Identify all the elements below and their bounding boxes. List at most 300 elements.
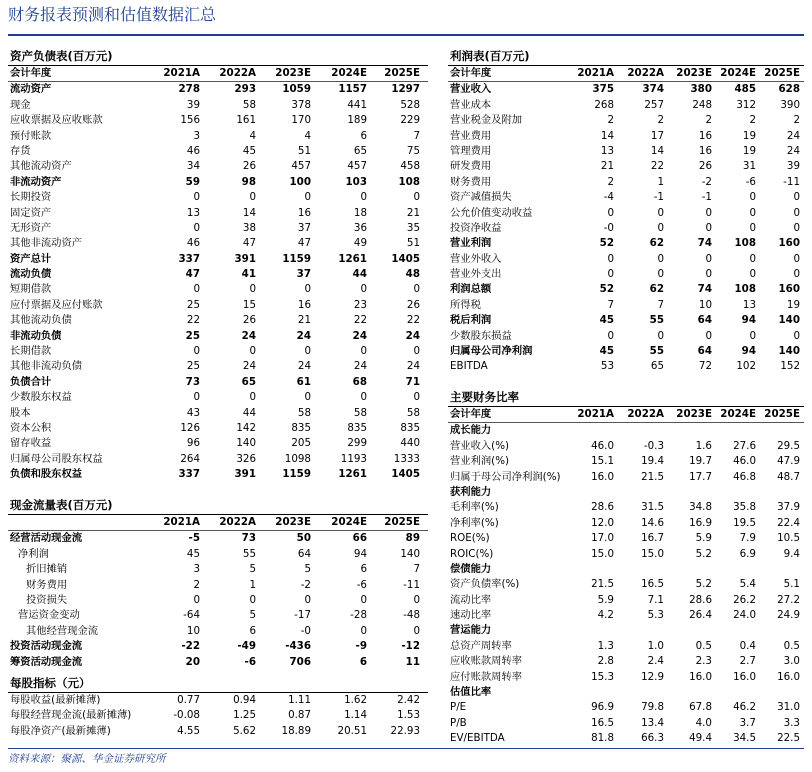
- value-cell: 45: [186, 547, 200, 560]
- value-cell: 7.9: [739, 532, 756, 545]
- row-label: 营业利润: [450, 237, 492, 250]
- value-cell: 41: [241, 268, 256, 281]
- value-cell: -64: [183, 609, 200, 622]
- row-label: 归属于母公司净利润(%): [450, 470, 561, 483]
- year-header: 2024E: [720, 67, 756, 79]
- table-row: [448, 516, 804, 531]
- row-label: EV/EBITDA: [450, 732, 505, 745]
- row-label: 营业外收入: [450, 252, 502, 265]
- value-cell: 17.7: [689, 470, 712, 483]
- row-label: 毛利率(%): [450, 501, 499, 514]
- value-cell: 0: [413, 283, 420, 296]
- table-row: [8, 329, 428, 344]
- value-cell: 16.9: [689, 516, 712, 529]
- value-cell: 485: [734, 83, 756, 96]
- value-cell: 27.2: [777, 593, 800, 606]
- value-cell: 140: [400, 547, 420, 560]
- value-cell: -436: [285, 640, 311, 653]
- value-cell: 72: [698, 360, 712, 373]
- table-row: [8, 578, 428, 593]
- value-cell: 16.0: [591, 470, 614, 483]
- subsection-row: [448, 485, 804, 500]
- value-cell: 16.5: [591, 716, 614, 729]
- column-header-row: [8, 515, 428, 531]
- value-cell: 59: [185, 175, 200, 188]
- value-cell: 55: [242, 547, 256, 560]
- value-cell: 3.0: [783, 655, 800, 668]
- table-row: [448, 670, 804, 685]
- table-row: [8, 639, 428, 654]
- value-cell: 0.5: [783, 639, 800, 652]
- row-label: 应付账款周转率: [450, 670, 523, 683]
- value-cell: 103: [345, 175, 367, 188]
- value-cell: 2.4: [647, 655, 664, 668]
- value-cell: 5.1: [783, 578, 800, 591]
- table-row: [8, 129, 428, 144]
- value-cell: 0: [193, 345, 200, 358]
- value-cell: 24: [405, 329, 420, 342]
- value-cell: 0: [360, 283, 367, 296]
- value-cell: 43: [186, 406, 200, 419]
- value-cell: 27.6: [733, 439, 756, 452]
- table-row: [8, 359, 428, 374]
- value-cell: 1.14: [344, 709, 367, 722]
- row-label: 固定资产: [10, 206, 52, 219]
- year-header: 2025E: [384, 67, 420, 79]
- value-cell: 24: [786, 144, 800, 157]
- subsection-row: [448, 423, 804, 438]
- value-cell: 0: [304, 593, 311, 606]
- table-row: [8, 313, 428, 328]
- table-row: [8, 624, 428, 639]
- value-cell: -6: [244, 655, 256, 668]
- value-cell: 22.93: [390, 724, 420, 737]
- value-cell: 34: [186, 160, 200, 173]
- table-row: [448, 344, 804, 359]
- table-row: [8, 144, 428, 159]
- value-cell: 3: [193, 129, 200, 142]
- value-cell: 21.5: [591, 578, 614, 591]
- value-cell: 5: [249, 609, 256, 622]
- per-share-section: [8, 675, 428, 739]
- value-cell: 55: [649, 314, 664, 327]
- value-cell: 16: [698, 144, 712, 157]
- value-cell: 21.5: [641, 470, 664, 483]
- value-cell: 0: [193, 283, 200, 296]
- value-cell: 5.62: [233, 724, 256, 737]
- table-row: [448, 190, 804, 205]
- value-cell: 46: [186, 237, 200, 250]
- value-cell: -2: [300, 578, 311, 591]
- value-cell: 5.2: [695, 547, 712, 560]
- row-label: 所得税: [450, 298, 481, 311]
- table-row: [448, 175, 804, 190]
- value-cell: 29.5: [777, 439, 800, 452]
- column-header-row: [448, 407, 804, 423]
- value-cell: 22: [353, 314, 367, 327]
- table-row: [448, 113, 804, 128]
- value-cell: 2: [193, 578, 200, 591]
- value-cell: 48.7: [777, 470, 800, 483]
- value-cell: 16.5: [641, 578, 664, 591]
- section-title: 资产负债表(百万元): [10, 49, 113, 63]
- value-cell: 23: [353, 298, 367, 311]
- value-cell: 19.7: [689, 455, 712, 468]
- value-cell: 10.5: [777, 532, 800, 545]
- value-cell: 170: [291, 114, 311, 127]
- table-row: [448, 252, 804, 267]
- value-cell: 22: [186, 314, 200, 327]
- value-cell: 0: [705, 206, 712, 219]
- subsection-row: [448, 623, 804, 638]
- value-cell: 62: [649, 237, 664, 250]
- value-cell: 26.2: [733, 593, 756, 606]
- value-cell: 18.89: [281, 724, 311, 737]
- value-cell: 205: [291, 437, 311, 450]
- value-cell: 13: [600, 144, 614, 157]
- value-cell: 2: [607, 114, 614, 127]
- value-cell: 2: [749, 114, 756, 127]
- row-label: 现金: [10, 98, 31, 111]
- value-cell: -9: [355, 640, 367, 653]
- value-cell: 51: [297, 144, 311, 157]
- row-label: 财务费用: [26, 578, 68, 591]
- value-cell: 0: [657, 329, 664, 342]
- value-cell: 68: [352, 375, 367, 388]
- year-header: 2022A: [219, 516, 256, 528]
- row-label: 资产负债率(%): [450, 578, 520, 591]
- row-label: 筹资活动现金流: [10, 655, 83, 668]
- value-cell: 1098: [284, 452, 311, 465]
- value-cell: 0.5: [695, 639, 712, 652]
- row-label: 长期借款: [10, 345, 52, 358]
- subsection-row: [448, 562, 804, 577]
- value-cell: 96: [186, 437, 200, 450]
- value-cell: 0: [749, 329, 756, 342]
- value-cell: 22: [650, 160, 664, 173]
- value-cell: 0: [193, 191, 200, 204]
- value-cell: 45: [599, 345, 614, 358]
- table-row: [448, 267, 804, 282]
- value-cell: 0: [360, 191, 367, 204]
- row-label: 短期借款: [10, 283, 52, 296]
- table-row: [448, 531, 804, 546]
- value-cell: 0.77: [177, 694, 200, 706]
- value-cell: 528: [400, 98, 420, 111]
- table-row: [448, 500, 804, 515]
- value-cell: 25: [185, 329, 200, 342]
- row-label: 资产减值损失: [450, 191, 512, 204]
- value-cell: 299: [347, 437, 367, 450]
- value-cell: 1: [657, 175, 664, 188]
- row-label: 应收票据及应收账款: [10, 114, 103, 127]
- row-label: 每股经营现金流(最新摊薄): [10, 709, 132, 722]
- value-cell: 17: [650, 129, 664, 142]
- value-cell: 10: [698, 298, 712, 311]
- row-label: 非流动资产: [10, 175, 62, 188]
- row-label: 营业税金及附加: [450, 114, 523, 127]
- table-row: [448, 329, 804, 344]
- value-cell: 0: [657, 268, 664, 281]
- value-cell: 50: [296, 532, 311, 545]
- row-label: P/E: [450, 701, 467, 714]
- value-cell: 7: [657, 298, 664, 311]
- table-row: [448, 282, 804, 297]
- value-cell: -0.08: [173, 709, 200, 722]
- table-row: [448, 144, 804, 159]
- row-label: 研发费用: [450, 160, 492, 173]
- value-cell: 160: [778, 237, 800, 250]
- value-cell: 62: [649, 283, 664, 296]
- value-cell: -49: [237, 640, 256, 653]
- value-cell: 55: [649, 345, 664, 358]
- year-header: 2021A: [577, 408, 614, 420]
- table-row: [448, 654, 804, 669]
- value-cell: 19: [786, 298, 800, 311]
- value-cell: 5.9: [695, 532, 712, 545]
- value-cell: 391: [234, 252, 256, 265]
- table-row: [8, 298, 428, 313]
- row-label: 经营活动现金流: [10, 532, 83, 545]
- subsection-row: [448, 685, 804, 700]
- value-cell: 26: [242, 160, 256, 173]
- value-cell: 248: [692, 98, 712, 111]
- value-cell: 0.87: [288, 709, 311, 722]
- value-cell: 0: [249, 593, 256, 606]
- row-label: 公允价值变动收益: [450, 206, 533, 219]
- value-cell: 5: [249, 563, 256, 576]
- value-cell: 835: [347, 421, 367, 434]
- year-header: 2021A: [163, 516, 200, 528]
- value-cell: 0: [304, 283, 311, 296]
- value-cell: 706: [289, 655, 311, 668]
- row-label: 应付票据及应付账款: [10, 298, 103, 311]
- value-cell: 22: [406, 314, 420, 327]
- value-cell: 2.8: [597, 655, 614, 668]
- value-cell: 26: [698, 160, 712, 173]
- value-cell: 3.7: [739, 716, 756, 729]
- row-label: 营业费用: [450, 129, 492, 142]
- value-cell: 65: [650, 360, 664, 373]
- row-label: 成长能力: [450, 424, 492, 437]
- row-label: 投资活动现金流: [10, 640, 83, 653]
- value-cell: 13: [742, 298, 756, 311]
- value-cell: 65: [353, 144, 367, 157]
- value-cell: -11: [403, 578, 420, 591]
- value-cell: 11: [405, 655, 420, 668]
- row-label: 每股收益(最新摊薄): [10, 694, 101, 706]
- value-cell: 835: [400, 421, 420, 434]
- value-cell: 25: [186, 360, 200, 373]
- value-cell: 140: [778, 314, 800, 327]
- table-row: [448, 608, 804, 623]
- value-cell: 16.0: [689, 670, 712, 683]
- row-label: 其他非流动资产: [10, 237, 83, 250]
- value-cell: 3: [193, 563, 200, 576]
- value-cell: 64: [297, 547, 311, 560]
- value-cell: 0: [749, 268, 756, 281]
- value-cell: 5: [304, 563, 311, 576]
- value-cell: 278: [178, 83, 200, 96]
- table-row: [8, 436, 428, 451]
- value-cell: 75: [406, 144, 420, 157]
- row-label: 应收账款周转率: [450, 655, 523, 668]
- value-cell: -6: [745, 175, 756, 188]
- year-header: 2023E: [275, 67, 311, 79]
- table-row: [448, 159, 804, 174]
- row-label: 营业收入: [450, 83, 492, 96]
- row-label: 资产总计: [10, 252, 52, 265]
- value-cell: 1261: [338, 252, 367, 265]
- value-cell: 24: [352, 329, 367, 342]
- value-cell: 293: [234, 83, 256, 96]
- value-cell: 47.9: [777, 455, 800, 468]
- value-cell: 2.42: [397, 694, 420, 706]
- row-label: P/B: [450, 716, 467, 729]
- value-cell: 1: [249, 578, 256, 591]
- row-label: 总资产周转率: [450, 639, 512, 652]
- page-title: 财务报表预测和估值数据汇总: [8, 5, 217, 24]
- value-cell: 17.0: [591, 532, 614, 545]
- value-cell: -0: [300, 624, 311, 637]
- value-cell: 0: [657, 206, 664, 219]
- value-cell: 15.1: [591, 455, 614, 468]
- value-cell: -28: [350, 609, 367, 622]
- row-label: 折旧摊销: [26, 563, 68, 576]
- row-label: 其他流动负债: [10, 314, 72, 327]
- value-cell: 67.8: [689, 701, 712, 714]
- value-cell: 0: [304, 191, 311, 204]
- table-row: [8, 98, 428, 113]
- row-label: 营业成本: [450, 98, 492, 111]
- value-cell: 12.0: [591, 516, 614, 529]
- value-cell: 126: [180, 421, 200, 434]
- value-cell: 0: [607, 329, 614, 342]
- section-title: 主要财务比率: [450, 390, 519, 404]
- row-label: 利润总额: [450, 283, 492, 296]
- year-header: 2023E: [275, 516, 311, 528]
- value-cell: 94: [741, 345, 756, 358]
- row-label: 归属母公司股东权益: [10, 452, 103, 465]
- table-row: [8, 221, 428, 236]
- row-label: 存货: [10, 144, 31, 157]
- value-cell: 2: [657, 114, 664, 127]
- table-row: [8, 452, 428, 467]
- value-cell: 0: [249, 191, 256, 204]
- value-cell: 24: [242, 360, 256, 373]
- value-cell: 4.2: [597, 609, 614, 622]
- table-row: [8, 547, 428, 562]
- table-row: [8, 190, 428, 205]
- row-label: 长期投资: [10, 191, 52, 204]
- value-cell: -4: [603, 191, 614, 204]
- value-cell: 264: [180, 452, 200, 465]
- value-cell: 37: [296, 268, 311, 281]
- table-row: [8, 421, 428, 436]
- value-cell: 61: [296, 375, 311, 388]
- value-cell: 1.6: [695, 439, 712, 452]
- value-cell: 15: [242, 298, 256, 311]
- value-cell: 45: [242, 144, 256, 157]
- value-cell: 0: [249, 283, 256, 296]
- value-cell: 46: [186, 144, 200, 157]
- row-label: 其他非流动负债: [10, 360, 83, 373]
- year-header: 2021A: [163, 67, 200, 79]
- column-header-row: [448, 66, 804, 82]
- table-row: [448, 313, 804, 328]
- value-cell: 0: [705, 221, 712, 234]
- value-cell: 152: [780, 360, 800, 373]
- footer-divider: [8, 748, 804, 749]
- value-cell: 0: [749, 206, 756, 219]
- table-row: [8, 562, 428, 577]
- value-cell: 16.0: [733, 670, 756, 683]
- table-row: [448, 470, 804, 485]
- table-row: [448, 700, 804, 715]
- value-cell: 34.5: [733, 732, 756, 745]
- row-label: 投资损失: [26, 593, 68, 606]
- value-cell: 94: [353, 547, 367, 560]
- value-cell: 24: [241, 329, 256, 342]
- value-cell: 0: [793, 191, 800, 204]
- value-cell: 5.9: [597, 593, 614, 606]
- row-label: 获利能力: [450, 485, 492, 498]
- value-cell: 0: [705, 252, 712, 265]
- value-cell: 108: [398, 175, 420, 188]
- value-cell: 2.3: [695, 655, 712, 668]
- year-header: 2025E: [764, 67, 800, 79]
- table-row: [8, 375, 428, 390]
- row-label: ROIC(%): [450, 547, 494, 560]
- table-row: [448, 298, 804, 313]
- value-cell: 1333: [393, 452, 420, 465]
- value-cell: 46.2: [733, 701, 756, 714]
- year-header: 2025E: [384, 516, 420, 528]
- value-cell: 47: [297, 237, 311, 250]
- table-row: [448, 731, 804, 746]
- value-cell: 391: [234, 468, 256, 481]
- year-header: 2024E: [331, 516, 367, 528]
- title-divider: [8, 34, 804, 36]
- row-label: EBITDA: [450, 360, 488, 373]
- value-cell: 24.0: [733, 609, 756, 622]
- row-label: 资本公积: [10, 421, 52, 434]
- value-cell: 0: [607, 206, 614, 219]
- value-cell: 0: [705, 329, 712, 342]
- row-label: 归属母公司净利润: [450, 345, 533, 358]
- value-cell: 64: [697, 314, 712, 327]
- value-cell: 0: [249, 391, 256, 404]
- value-cell: 5.2: [695, 578, 712, 591]
- value-cell: 66: [352, 532, 367, 545]
- value-cell: 0: [413, 624, 420, 637]
- value-cell: 24: [296, 329, 311, 342]
- value-cell: 1261: [338, 468, 367, 481]
- value-cell: 0: [413, 391, 420, 404]
- value-cell: 46.8: [733, 470, 756, 483]
- table-row: [8, 159, 428, 174]
- value-cell: 7.1: [647, 593, 664, 606]
- value-cell: 16.7: [641, 532, 664, 545]
- value-cell: 19: [742, 129, 756, 142]
- value-cell: -0: [603, 221, 614, 234]
- table-row: [448, 577, 804, 592]
- value-cell: 380: [690, 83, 712, 96]
- value-cell: 14: [600, 129, 614, 142]
- table-row: [8, 467, 428, 482]
- year-header: 2022A: [219, 67, 256, 79]
- table-row: [448, 454, 804, 469]
